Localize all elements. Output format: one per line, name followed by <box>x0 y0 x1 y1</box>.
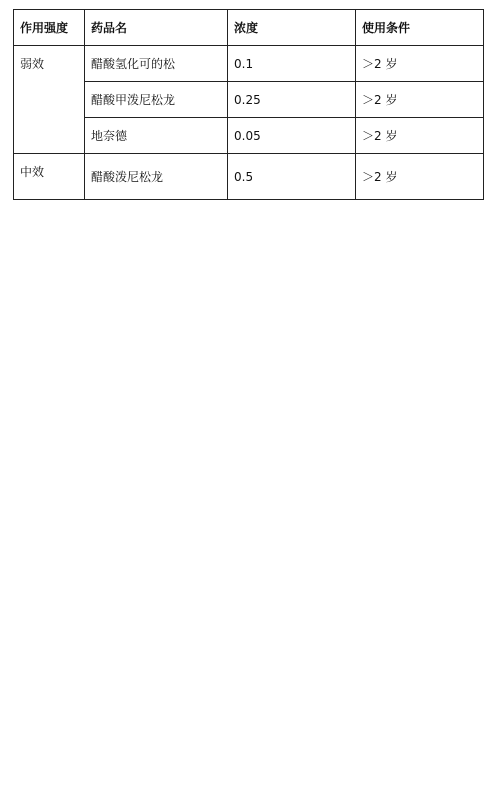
header-concentration: 浓度 <box>228 10 356 46</box>
condition-cell: ＞2 岁 <box>356 82 484 118</box>
drug-name-cell: 醋酸氢化可的松 <box>85 46 228 82</box>
concentration-cell: 0.5 <box>228 154 356 200</box>
strength-group-weak: 弱效 <box>14 46 85 154</box>
header-drug-name: 药品名 <box>85 10 228 46</box>
concentration-cell: 0.25 <box>228 82 356 118</box>
concentration-cell: 0.05 <box>228 118 356 154</box>
table-row <box>14 118 484 154</box>
header-condition: 使用条件 <box>356 10 484 46</box>
header-row <box>14 10 484 46</box>
drug-name-cell: 地奈德 <box>85 118 228 154</box>
concentration-cell: 0.1 <box>228 46 356 82</box>
drug-name-cell: 醋酸泼尼松龙 <box>85 154 228 200</box>
condition-cell: ＞2 岁 <box>356 154 484 200</box>
table-row <box>14 46 484 82</box>
header-strength: 作用强度 <box>14 10 85 46</box>
strength-group-medium: 中效 <box>14 154 85 200</box>
drug-name-cell: 醋酸甲泼尼松龙 <box>85 82 228 118</box>
table-row <box>14 82 484 118</box>
condition-cell: ＞2 岁 <box>356 46 484 82</box>
table-row <box>14 154 484 200</box>
steroid-potency-table <box>13 9 484 200</box>
condition-cell: ＞2 岁 <box>356 118 484 154</box>
